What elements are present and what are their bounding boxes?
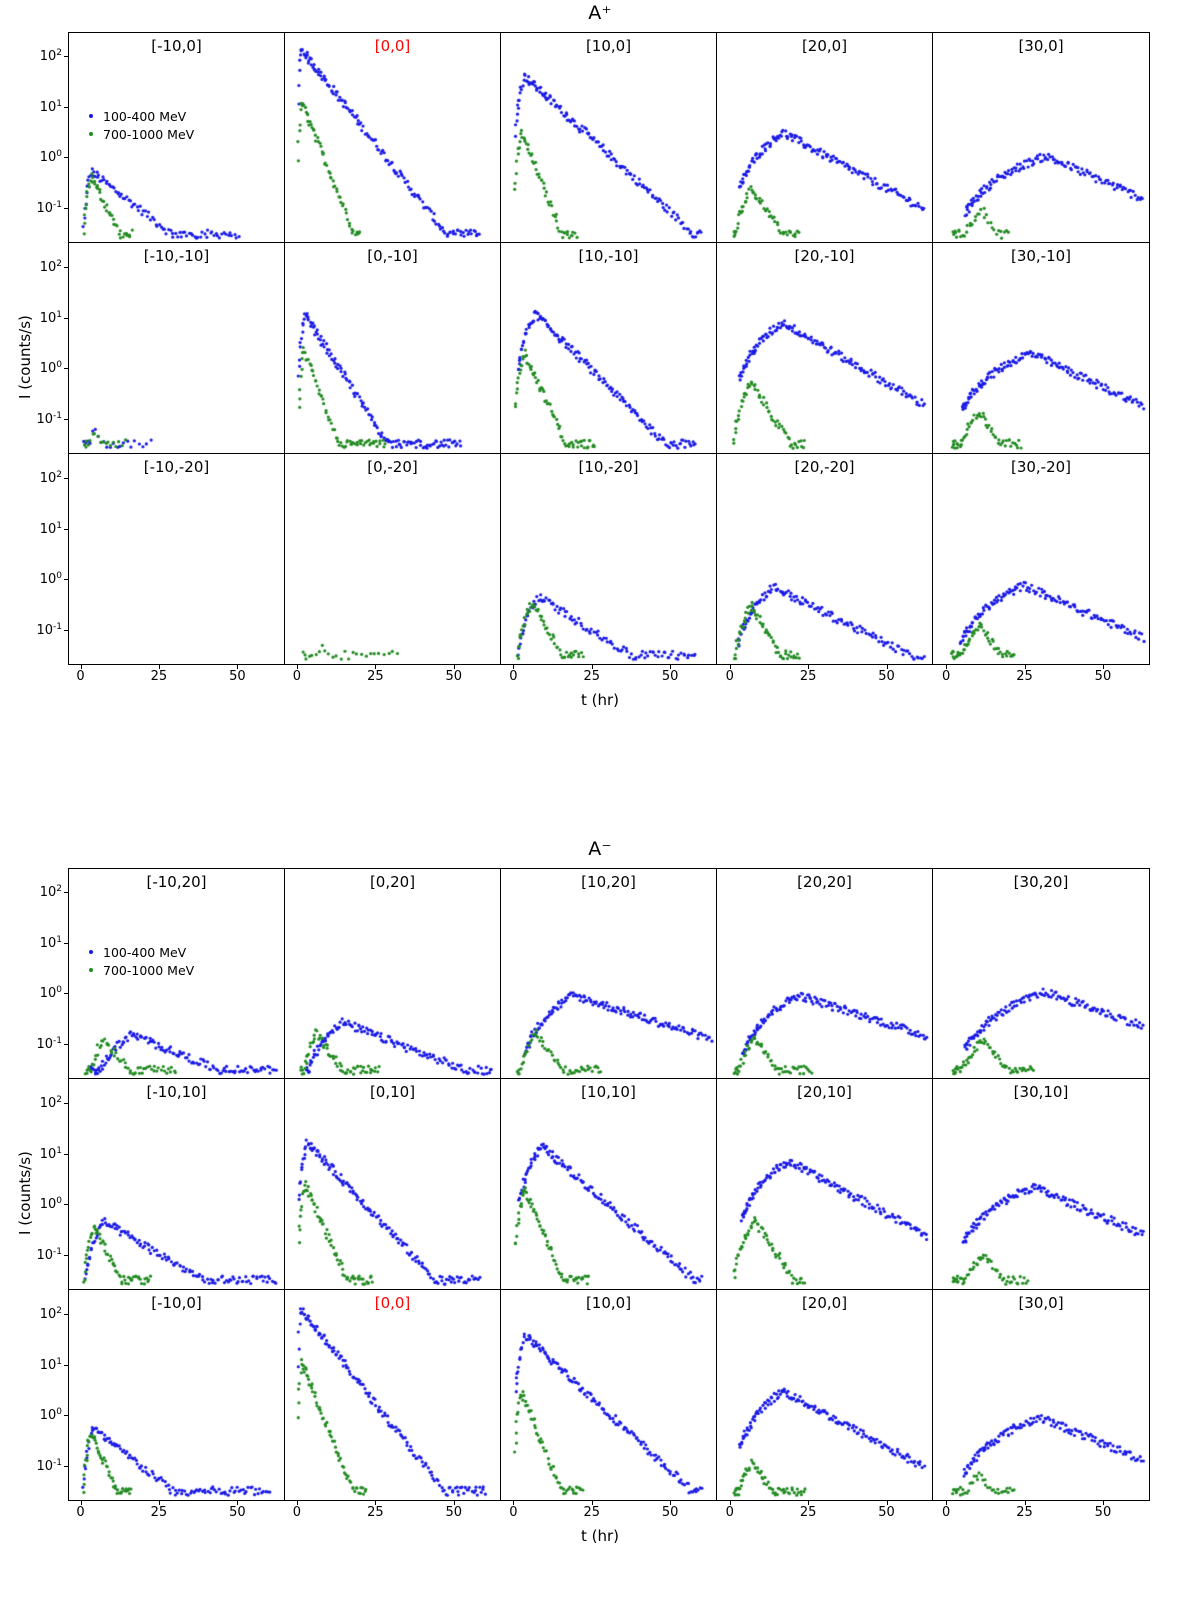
y-tick-label: $10^{-1}$ xyxy=(36,199,62,216)
scatter-canvas xyxy=(285,1079,501,1289)
y-tick-label: $10^1$ xyxy=(39,934,62,951)
scatter-canvas xyxy=(501,33,717,243)
x-tick-label: 50 xyxy=(661,1505,679,1520)
scatter-canvas xyxy=(69,454,285,664)
panel-a-plus-title: A⁺ xyxy=(588,2,612,24)
subplot-cell xyxy=(69,1079,285,1289)
subplot-cell xyxy=(717,869,933,1079)
subplot-grid xyxy=(68,32,1150,665)
legend-label: 700-1000 MeV xyxy=(103,126,195,142)
y-tick-label: $10^1$ xyxy=(39,98,62,115)
y-tick-label: $10^{-1}$ xyxy=(36,1035,62,1052)
scatter-canvas xyxy=(717,1079,933,1289)
legend-marker-icon xyxy=(89,950,93,954)
scatter-canvas xyxy=(501,1290,717,1500)
scatter-canvas xyxy=(933,454,1149,664)
y-tick-mark xyxy=(64,630,68,631)
y-tick-label: $10^0$ xyxy=(39,1195,62,1213)
x-tick-label: 0 xyxy=(725,669,734,684)
scatter-canvas xyxy=(501,1079,717,1289)
legend-marker-icon xyxy=(89,968,93,972)
y-tick-mark xyxy=(64,368,68,369)
legend xyxy=(77,107,194,143)
y-tick-mark xyxy=(64,1314,68,1315)
scatter-canvas xyxy=(69,1079,285,1289)
subplot-cell xyxy=(285,1290,501,1500)
y-axis-ticks xyxy=(14,868,68,1079)
y-axis-label: I (counts/s) xyxy=(16,314,34,399)
x-axis-label: t (hr) xyxy=(580,691,620,709)
scatter-canvas xyxy=(285,454,501,664)
y-tick-label: $10^2$ xyxy=(39,1305,62,1323)
scatter-canvas xyxy=(933,1079,1149,1289)
scatter-canvas xyxy=(285,1290,501,1500)
subplot-cell xyxy=(501,454,717,664)
subplot-cell xyxy=(69,1290,285,1500)
subplot-cell xyxy=(501,1290,717,1500)
scatter-canvas xyxy=(933,1290,1149,1500)
legend-item xyxy=(77,107,194,125)
legend xyxy=(77,943,194,979)
scatter-canvas xyxy=(69,243,285,453)
y-tick-label: $10^1$ xyxy=(39,309,62,326)
y-tick-label: $10^2$ xyxy=(39,258,62,276)
x-tick-label: 25 xyxy=(799,1505,817,1520)
y-tick-mark xyxy=(64,208,68,209)
y-tick-label: $10^1$ xyxy=(39,1145,62,1162)
y-tick-mark xyxy=(64,318,68,319)
y-tick-mark xyxy=(64,157,68,158)
y-tick-mark xyxy=(64,943,68,944)
scatter-canvas xyxy=(717,1290,933,1500)
x-tick-label: 25 xyxy=(583,669,601,684)
subplot-cell xyxy=(69,243,285,453)
subplot-cell xyxy=(69,869,285,1079)
y-tick-label: $10^{-1}$ xyxy=(36,1457,62,1474)
y-axis-ticks xyxy=(14,1290,68,1501)
legend-label: 100-400 MeV xyxy=(103,944,187,960)
subplot-cell xyxy=(501,33,717,243)
x-tick-label: 0 xyxy=(292,669,302,684)
subplot-cell xyxy=(717,243,933,453)
y-tick-mark xyxy=(64,1154,68,1155)
x-tick-label: 50 xyxy=(1094,1505,1112,1520)
y-tick-label: $10^0$ xyxy=(39,148,62,166)
subplot-cell xyxy=(501,869,717,1079)
subplot-cell xyxy=(69,454,285,664)
y-tick-mark xyxy=(64,529,68,530)
y-tick-mark xyxy=(64,267,68,268)
y-tick-label: $10^{-1}$ xyxy=(36,1246,62,1263)
y-tick-mark xyxy=(64,419,68,420)
y-tick-mark xyxy=(64,1415,68,1416)
y-tick-mark xyxy=(64,1365,68,1366)
x-tick-label: 25 xyxy=(150,669,168,684)
scatter-canvas xyxy=(501,454,717,664)
y-tick-label: $10^{-1}$ xyxy=(36,621,62,638)
legend-label: 100-400 MeV xyxy=(103,108,187,124)
legend-item xyxy=(77,961,194,979)
y-tick-label: $10^1$ xyxy=(39,520,62,537)
subplot-cell xyxy=(285,33,501,243)
subplot-grid xyxy=(68,868,1150,1501)
subplot-cell xyxy=(717,1079,933,1289)
scatter-canvas xyxy=(933,243,1149,453)
x-tick-label: 0 xyxy=(725,1505,734,1520)
x-tick-label: 0 xyxy=(509,1505,518,1520)
x-tick-label: 25 xyxy=(367,1505,384,1520)
x-tick-label: 50 xyxy=(229,1505,246,1520)
y-axis-label: I (counts/s) xyxy=(16,1150,34,1235)
x-tick-label: 25 xyxy=(799,669,817,684)
x-tick-label: 25 xyxy=(367,669,384,684)
subplot-cell xyxy=(285,243,501,453)
x-tick-label: 25 xyxy=(1016,669,1033,684)
subplot-cell xyxy=(933,33,1149,243)
y-tick-label: $10^2$ xyxy=(39,47,62,65)
subplot-cell xyxy=(285,1079,501,1289)
scatter-canvas xyxy=(717,33,933,243)
y-tick-mark xyxy=(64,1466,68,1467)
scatter-canvas xyxy=(717,454,933,664)
subplot-cell xyxy=(933,243,1149,453)
x-tick-label: 0 xyxy=(76,669,85,684)
x-tick-label: 50 xyxy=(661,669,679,684)
y-tick-mark xyxy=(64,1255,68,1256)
x-tick-label: 50 xyxy=(445,669,463,684)
x-tick-label: 0 xyxy=(942,1505,951,1520)
x-tick-label: 0 xyxy=(292,1505,302,1520)
scatter-canvas xyxy=(285,33,501,243)
panel-a-minus-title: A⁻ xyxy=(588,838,612,860)
subplot-cell xyxy=(933,1079,1149,1289)
x-axis-ticks xyxy=(68,665,1150,689)
scatter-canvas xyxy=(933,33,1149,243)
subplot-cell xyxy=(285,454,501,664)
x-tick-label: 25 xyxy=(583,1505,601,1520)
subplot-cell xyxy=(933,1290,1149,1500)
x-tick-label: 25 xyxy=(150,1505,168,1520)
y-tick-mark xyxy=(64,107,68,108)
x-tick-label: 0 xyxy=(509,669,518,684)
y-tick-label: $10^0$ xyxy=(39,359,62,377)
legend-label: 700-1000 MeV xyxy=(103,962,195,978)
scatter-canvas xyxy=(501,243,717,453)
y-axis-ticks xyxy=(14,454,68,665)
x-tick-label: 50 xyxy=(445,1505,463,1520)
legend-item xyxy=(77,943,194,961)
y-tick-label: $10^0$ xyxy=(39,984,62,1002)
y-tick-label: $10^2$ xyxy=(39,1094,62,1112)
subplot-cell xyxy=(717,33,933,243)
x-tick-label: 50 xyxy=(229,669,246,684)
scatter-canvas xyxy=(285,243,501,453)
y-tick-mark xyxy=(64,1103,68,1104)
x-tick-label: 50 xyxy=(878,1505,895,1520)
y-tick-label: $10^2$ xyxy=(39,883,62,901)
y-tick-mark xyxy=(64,56,68,57)
scatter-canvas xyxy=(933,869,1149,1079)
y-axis-ticks xyxy=(14,32,68,243)
y-tick-label: $10^0$ xyxy=(39,1406,62,1424)
scatter-canvas xyxy=(501,869,717,1079)
x-axis-ticks xyxy=(68,1501,1150,1525)
x-axis-label: t (hr) xyxy=(580,1527,620,1545)
x-tick-label: 25 xyxy=(1016,1505,1033,1520)
y-tick-label: $10^{-1}$ xyxy=(36,410,62,427)
subplot-cell xyxy=(501,1079,717,1289)
y-tick-label: $10^1$ xyxy=(39,1356,62,1373)
subplot-cell xyxy=(717,1290,933,1500)
scatter-canvas xyxy=(717,869,933,1079)
y-tick-mark xyxy=(64,1044,68,1045)
y-tick-label: $10^2$ xyxy=(39,469,62,487)
subplot-cell xyxy=(933,454,1149,664)
x-tick-label: 0 xyxy=(76,1505,85,1520)
scatter-canvas xyxy=(69,1290,285,1500)
subplot-cell xyxy=(69,33,285,243)
x-tick-label: 50 xyxy=(1094,669,1112,684)
y-tick-mark xyxy=(64,478,68,479)
subplot-cell xyxy=(933,869,1149,1079)
y-tick-mark xyxy=(64,993,68,994)
y-tick-mark xyxy=(64,579,68,580)
x-tick-label: 50 xyxy=(878,669,895,684)
scatter-canvas xyxy=(717,243,933,453)
subplot-cell xyxy=(717,454,933,664)
scatter-canvas xyxy=(285,869,501,1079)
legend-item xyxy=(77,125,194,143)
subplot-cell xyxy=(501,243,717,453)
x-tick-label: 0 xyxy=(942,669,951,684)
y-tick-mark xyxy=(64,1204,68,1205)
legend-marker-icon xyxy=(89,132,93,136)
y-tick-label: $10^0$ xyxy=(39,570,62,588)
y-tick-mark xyxy=(64,892,68,893)
legend-marker-icon xyxy=(89,114,93,118)
subplot-cell xyxy=(285,869,501,1079)
